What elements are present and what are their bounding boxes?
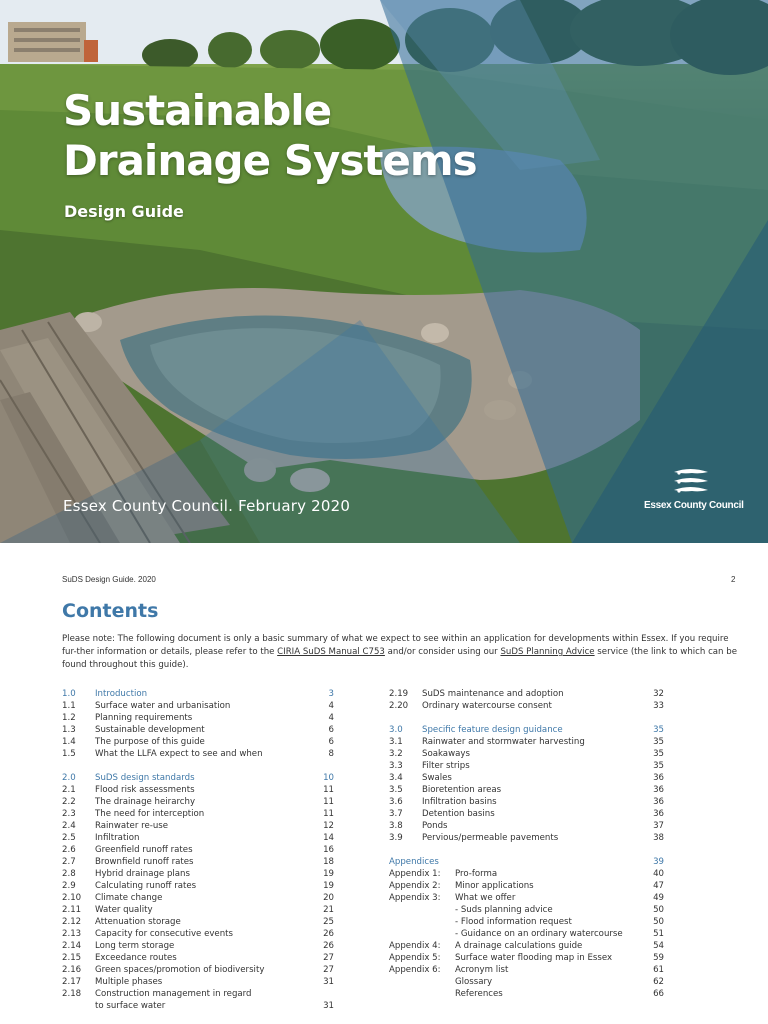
toc-entry[interactable] — [389, 760, 664, 772]
toc-entry-number: 3.6 — [389, 797, 403, 807]
toc-entry-label: Introduction — [95, 689, 148, 699]
toc-entry-page: 36 — [653, 809, 664, 819]
toc-entry-label: Acronym list — [455, 965, 509, 975]
toc-entry-number: 1.2 — [62, 713, 76, 723]
toc-entry[interactable] — [389, 940, 664, 952]
toc-entry-label: Climate change — [95, 893, 163, 903]
toc-entry-label: to surface water — [95, 1001, 166, 1011]
toc-entry[interactable] — [389, 964, 664, 976]
toc-entry-page: 4 — [328, 701, 334, 711]
toc-entry[interactable] — [62, 940, 334, 952]
toc-entry[interactable] — [62, 700, 334, 712]
toc-entry-number: 2.18 — [62, 989, 82, 999]
toc-section-heading[interactable] — [389, 856, 664, 868]
toc-entry-page: 62 — [653, 977, 664, 987]
toc-entry-number: 2.7 — [62, 857, 76, 867]
toc-entry-number: 3.2 — [389, 749, 403, 759]
toc-entry-number: 2.20 — [389, 701, 409, 711]
toc-entry-page: 36 — [653, 785, 664, 795]
toc-entry-label: Capacity for consecutive events — [95, 929, 234, 939]
toc-entry[interactable] — [389, 796, 664, 808]
toc-entry-page: 11 — [323, 797, 334, 807]
toc-entry-label: Brownfield runoff rates — [95, 857, 194, 867]
toc-entry[interactable] — [389, 868, 664, 880]
toc-entry-label: What the LLFA expect to see and when — [95, 749, 263, 759]
toc-entry[interactable] — [389, 736, 664, 748]
toc-entry-page: 36 — [653, 797, 664, 807]
toc-entry-page: 12 — [323, 821, 334, 831]
toc-entry-page: 47 — [653, 881, 664, 891]
toc-entry-label: Pro-forma — [455, 869, 498, 879]
toc-entry-page: 54 — [653, 941, 664, 951]
toc-entry-label: - Guidance on an ordinary watercourse — [455, 929, 623, 939]
toc-entry-number: 3.3 — [389, 761, 403, 771]
toc-entry-number: Appendices — [389, 857, 439, 867]
toc-entry-page: 40 — [653, 869, 664, 879]
toc-entry-page: 39 — [653, 857, 664, 867]
toc-entry[interactable] — [62, 892, 334, 904]
toc-entry-page: 31 — [323, 977, 334, 987]
toc-entry[interactable] — [62, 808, 334, 820]
toc-entry-page: 6 — [328, 737, 334, 747]
toc-entry-page: 14 — [323, 833, 334, 843]
toc-entry[interactable] — [389, 892, 664, 904]
toc-entry-label: Minor applications — [455, 881, 534, 891]
contents-heading: Contents — [62, 600, 159, 622]
toc-entry[interactable] — [389, 808, 664, 820]
toc-entry[interactable] — [62, 856, 334, 868]
toc-entry-number: 2.9 — [62, 881, 76, 891]
toc-entry[interactable] — [389, 700, 664, 712]
toc-section-heading[interactable] — [62, 688, 334, 700]
toc-entry-number: 3.7 — [389, 809, 403, 819]
toc-entry-number: 2.2 — [62, 797, 76, 807]
toc-entry-label: SuDS design standards — [95, 773, 195, 783]
toc-entry-number: 1.0 — [62, 689, 76, 699]
toc-entry[interactable] — [389, 688, 664, 700]
toc-entry-page: 35 — [653, 725, 664, 735]
toc-entry-label: Surface water flooding map in Essex — [455, 953, 613, 963]
toc-entry-number: Appendix 1: — [389, 869, 441, 879]
toc-entry-label: Flood risk assessments — [95, 785, 195, 795]
toc-entry[interactable] — [389, 916, 664, 928]
toc-entry-page: 32 — [653, 689, 664, 699]
toc-entry-label: Long term storage — [95, 941, 175, 951]
toc-entry[interactable] — [389, 904, 664, 916]
toc-entry-number: 2.13 — [62, 929, 82, 939]
cover-title-line-2: Drainage Systems — [63, 136, 477, 185]
toc-entry-page: 18 — [323, 857, 334, 867]
cover-title-line-1: Sustainable — [63, 86, 332, 135]
toc-entry-number: 1.5 — [62, 749, 76, 759]
toc-entry-number: 2.6 — [62, 845, 76, 855]
toc-entry-page: 27 — [323, 953, 334, 963]
toc-entry-page: 36 — [653, 773, 664, 783]
toc-column-left — [62, 688, 334, 1012]
toc-entry[interactable] — [389, 784, 664, 796]
toc-entry[interactable] — [62, 796, 334, 808]
toc-entry-number: Appendix 4: — [389, 941, 441, 951]
toc-entry-number: 1.4 — [62, 737, 76, 747]
toc-entry-label: Greenfield runoff rates — [95, 845, 193, 855]
toc-entry[interactable] — [62, 736, 334, 748]
toc-entry-page: 10 — [323, 773, 334, 783]
toc-entry-label: Planning requirements — [95, 713, 193, 723]
toc-entry[interactable] — [62, 952, 334, 964]
running-head: SuDS Design Guide. 2020 — [62, 575, 156, 584]
page-number: 2 — [731, 575, 736, 584]
toc-entry[interactable] — [389, 748, 664, 760]
note-text-1: Please note: The following document is only a basic summary of what we expect to see within an application for developments within Essex. If you require fur-ther information or details, please refer to the — [62, 634, 729, 657]
toc-entry[interactable] — [62, 724, 334, 736]
toc-entry-page: 25 — [323, 917, 334, 927]
toc-entry-number: 2.11 — [62, 905, 82, 915]
toc-entry-page: 4 — [328, 713, 334, 723]
toc-entry[interactable] — [62, 904, 334, 916]
toc-entry-number: 2.19 — [389, 689, 409, 699]
toc-entry-page: 16 — [323, 845, 334, 855]
toc-entry-label: Soakaways — [422, 749, 470, 759]
cover-title — [63, 86, 477, 186]
toc-entry-label: Sustainable development — [95, 725, 205, 735]
toc-entry-number: Appendix 3: — [389, 893, 441, 903]
toc-entry-number: Appendix 2: — [389, 881, 441, 891]
toc-entry-page: 38 — [653, 833, 664, 843]
toc-entry-label: A drainage calculations guide — [455, 941, 583, 951]
toc-entry-label: The purpose of this guide — [95, 737, 205, 747]
toc-entry-label: Detention basins — [422, 809, 495, 819]
toc-entry-number: 2.4 — [62, 821, 76, 831]
toc-entry-label: Exceedance routes — [95, 953, 177, 963]
toc-entry[interactable] — [62, 832, 334, 844]
toc-entry-page: 37 — [653, 821, 664, 831]
toc-entry-page: 11 — [323, 785, 334, 795]
intro-note — [62, 633, 738, 672]
toc-entry-label: Hybrid drainage plans — [95, 869, 190, 879]
toc-entry-label: Specific feature design guidance — [422, 725, 563, 735]
toc-entry-number: 2.1 — [62, 785, 76, 795]
toc-section-heading[interactable] — [62, 772, 334, 784]
toc-entry[interactable] — [62, 880, 334, 892]
toc-entry-number: 2.16 — [62, 965, 82, 975]
toc-entry-page: 19 — [323, 881, 334, 891]
toc-entry[interactable] — [389, 976, 664, 988]
toc-entry-label: Ordinary watercourse consent — [422, 701, 552, 711]
toc-entry-label: Rainwater and stormwater harvesting — [422, 737, 585, 747]
logo-name: Essex County Council — [644, 500, 744, 511]
toc-entry-page: 59 — [653, 953, 664, 963]
toc-entry-label: SuDS maintenance and adoption — [422, 689, 564, 699]
cover-subtitle: Design Guide — [64, 202, 184, 221]
toc-entry-number: 3.1 — [389, 737, 403, 747]
toc-entry-label: Pervious/permeable pavements — [422, 833, 559, 843]
toc-entry[interactable] — [62, 748, 334, 760]
toc-entry-page: 35 — [653, 749, 664, 759]
toc-entry-page: 50 — [653, 905, 664, 915]
toc-entry-page: 26 — [323, 941, 334, 951]
toc-entry-label: The drainage heirarchy — [95, 797, 196, 807]
toc-entry-number: 3.4 — [389, 773, 403, 783]
toc-entry-label: Construction management in regard — [95, 989, 252, 999]
toc-entry-label: Surface water and urbanisation — [95, 701, 231, 711]
toc-entry-page: 26 — [323, 929, 334, 939]
toc-entry[interactable] — [62, 1000, 334, 1012]
toc-entry[interactable] — [389, 820, 664, 832]
toc-entry-page: 31 — [323, 1001, 334, 1011]
toc-entry-number: 2.8 — [62, 869, 76, 879]
note-text-2: and/or consider using our — [384, 647, 501, 657]
toc-entry[interactable] — [62, 868, 334, 880]
toc-entry-number: 3.8 — [389, 821, 403, 831]
toc-entry-label: The need for interception — [95, 809, 205, 819]
toc-entry-label: Infiltration basins — [422, 797, 497, 807]
toc-entry[interactable] — [62, 964, 334, 976]
toc-entry-page: 21 — [323, 905, 334, 915]
toc-entry-label: Multiple phases — [95, 977, 163, 987]
toc-entry-number: 2.10 — [62, 893, 82, 903]
toc-entry-number: 2.5 — [62, 833, 76, 843]
toc-entry-label: Filter strips — [422, 761, 470, 771]
toc-entry-label: - Suds planning advice — [455, 905, 553, 915]
toc-entry-page: 11 — [323, 809, 334, 819]
toc-entry-page: 8 — [328, 749, 334, 759]
toc-column-right — [389, 688, 664, 1000]
toc-entry-number: Appendix 6: — [389, 965, 441, 975]
toc-entry-number: 1.3 — [62, 725, 76, 735]
toc-entry[interactable] — [62, 820, 334, 832]
toc-entry-page: 19 — [323, 869, 334, 879]
toc-entry-label: Swales — [422, 773, 452, 783]
toc-entry-page: 50 — [653, 917, 664, 927]
toc-entry-page: 27 — [323, 965, 334, 975]
toc-entry[interactable] — [389, 832, 664, 844]
toc-entry-number: 2.3 — [62, 809, 76, 819]
toc-entry-label: Water quality — [95, 905, 153, 915]
toc-entry[interactable] — [62, 976, 334, 988]
toc-entry-label: Ponds — [422, 821, 448, 831]
note-text-3: service (the link to which can be found throughout this guide). — [62, 647, 737, 670]
toc-entry-number: 2.15 — [62, 953, 82, 963]
toc-entry-number: 3.0 — [389, 725, 403, 735]
toc-entry[interactable] — [389, 952, 664, 964]
toc-entry-number: 2.0 — [62, 773, 76, 783]
toc-entry[interactable] — [389, 880, 664, 892]
toc-entry-number: Appendix 5: — [389, 953, 441, 963]
ciria-suds-manual-link[interactable]: CIRIA SuDS Manual C753 — [277, 647, 385, 657]
cover-date: Essex County Council. February 2020 — [63, 497, 351, 515]
toc-entry-page: 35 — [653, 737, 664, 747]
toc-entry-label: Infiltration — [95, 833, 140, 843]
toc-entry-page: 51 — [653, 929, 664, 939]
toc-entry-number: 1.1 — [62, 701, 76, 711]
toc-entry-number: 3.9 — [389, 833, 403, 843]
toc-entry-label: Calculating runoff rates — [95, 881, 197, 891]
toc-entry-label: Green spaces/promotion of biodiversity — [95, 965, 265, 975]
toc-entry-label: Attenuation storage — [95, 917, 181, 927]
toc-entry[interactable] — [62, 988, 334, 1000]
toc-entry[interactable] — [62, 928, 334, 940]
toc-entry-label: Glossary — [455, 977, 493, 987]
toc-entry-number: 3.5 — [389, 785, 403, 795]
toc-entry-label: Rainwater re-use — [95, 821, 169, 831]
toc-entry-number: 2.17 — [62, 977, 82, 987]
toc-entry-page: 20 — [323, 893, 334, 903]
essex-seaxes-icon — [670, 466, 712, 496]
suds-planning-advice-link[interactable]: SuDS Planning Advice — [500, 647, 595, 657]
toc-entry[interactable] — [62, 712, 334, 724]
toc-entry-number: 2.14 — [62, 941, 82, 951]
toc-entry-page: 66 — [653, 989, 664, 999]
toc-entry[interactable] — [62, 844, 334, 856]
toc-entry[interactable] — [389, 772, 664, 784]
toc-entry-label: What we offer — [455, 893, 516, 903]
toc-section-heading[interactable] — [389, 724, 664, 736]
essex-county-council-logo — [644, 466, 744, 511]
toc-entry-label: - Flood information request — [455, 917, 572, 927]
toc-entry-page: 3 — [328, 689, 334, 699]
toc-entry[interactable] — [389, 928, 664, 940]
toc-entry[interactable] — [62, 916, 334, 928]
toc-entry[interactable] — [62, 784, 334, 796]
toc-entry-page: 6 — [328, 725, 334, 735]
toc-entry-page: 33 — [653, 701, 664, 711]
toc-entry-page: 35 — [653, 761, 664, 771]
toc-entry-number: 2.12 — [62, 917, 82, 927]
toc-entry-label: References — [455, 989, 503, 999]
toc-entry[interactable] — [389, 988, 664, 1000]
toc-entry-page: 49 — [653, 893, 664, 903]
toc-entry-label: Bioretention areas — [422, 785, 502, 795]
toc-entry-page: 61 — [653, 965, 664, 975]
